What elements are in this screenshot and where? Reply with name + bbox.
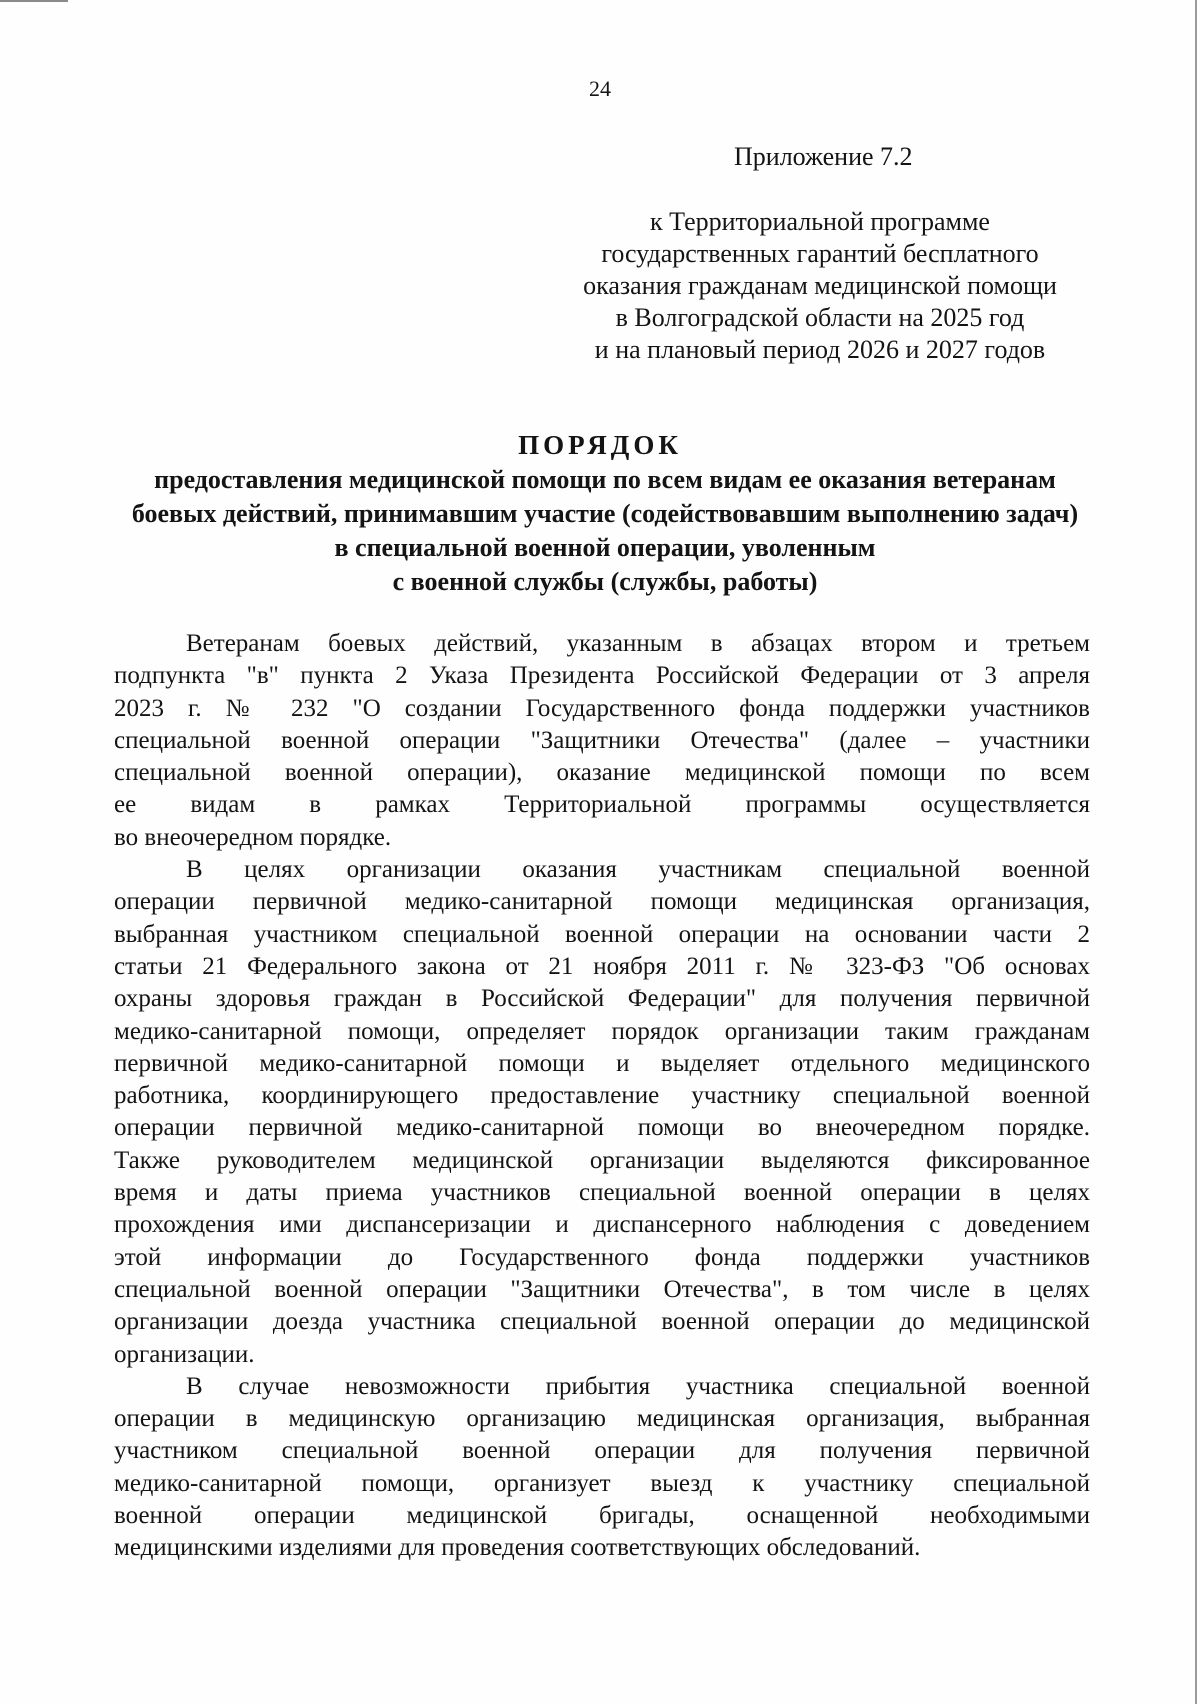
- body-line: медико-санитарной помощи, организует выезд к участнику специальной: [114, 1469, 1090, 1497]
- body-line: В целях организации оказания участникам специальной военной: [186, 856, 1090, 884]
- body-line: время и даты приема участников специальной военной операции в целях: [114, 1179, 1090, 1207]
- body-line: специальной военной операции), оказание медицинской помощи по всем: [114, 759, 1090, 787]
- body-line: этой информации до Государственного фонда поддержки участников: [114, 1243, 1090, 1271]
- body-line: операции первичной медико-санитарной помощи во внеочередном порядке.: [114, 1114, 1090, 1142]
- appendix-line: и на плановый период 2026 и 2027 годов: [594, 335, 1046, 364]
- body-line: организации доезда участника специальной военной операции до медицинской: [114, 1308, 1090, 1336]
- body-line: В случае невозможности прибытия участника специальной военной: [186, 1372, 1090, 1400]
- body-line: работника, координирующего предоставление участнику специальной военной: [114, 1082, 1090, 1110]
- appendix-line: в Волгоградской области на 2025 год: [615, 303, 1025, 332]
- paragraph-home-visit: [114, 1371, 1090, 1565]
- appendix-reference: [540, 206, 1100, 366]
- subtitle-line: с военной службы (службы, работы): [392, 567, 818, 596]
- body-line: военной операции медицинской бригады, оснащенной необходимыми: [114, 1502, 1090, 1530]
- scan-edge-mark: [0, 0, 68, 2]
- body-line: выбранная участником специальной военной операции на основании части 2: [114, 920, 1090, 948]
- scan-right-edge: [1195, 0, 1197, 1704]
- body-line: участником специальной военной операции для получения первичной: [114, 1437, 1090, 1465]
- body-line: операции первичной медико-санитарной помощи медицинская организация,: [114, 888, 1090, 916]
- document-title: ПОРЯДОК: [518, 430, 682, 460]
- body-line: Ветеранам боевых действий, указанным в абзацах втором и третьем: [186, 630, 1090, 657]
- body-line: во внеочередном порядке.: [114, 823, 392, 851]
- body-line: первичной медико-санитарной помощи и выделяет отдельного медицинского: [114, 1049, 1090, 1077]
- appendix-line: государственных гарантий бесплатного: [601, 239, 1039, 268]
- body-line: подпункта "в" пункта 2 Указа Президента Российской Федерации от 3 апреля: [114, 662, 1090, 690]
- body-line: медицинскими изделиями для проведения соответствующих обследований.: [114, 1534, 921, 1562]
- body-line: охраны здоровья граждан в Российской Федерации" для получения первичной: [114, 985, 1090, 1013]
- subtitle-line: боевых действий, принимавшим участие (содействовавшим выполнению задач): [131, 499, 1079, 528]
- appendix-line: к Территориальной программе: [650, 207, 990, 236]
- subtitle-line: предоставления медицинской помощи по всем видам ее оказания ветеранам: [154, 465, 1056, 494]
- body-line: специальной военной операции "Защитники Отечества", в том числе в целях: [114, 1275, 1090, 1303]
- appendix-title: Приложение 7.2: [734, 142, 913, 171]
- document-subtitle: [110, 463, 1100, 599]
- appendix-line: оказания гражданам медицинской помощи: [583, 271, 1057, 300]
- body-line: прохождения ими диспансеризации и диспансерного наблюдения с доведением: [114, 1211, 1090, 1239]
- body-line: ее видам в рамках Территориальной программы осуществляется: [114, 791, 1090, 819]
- paragraph-veterans: [114, 628, 1090, 854]
- subtitle-line: в специальной военной операции, уволенным: [334, 533, 876, 562]
- page-number: 24: [589, 76, 611, 101]
- body-line: медико-санитарной помощи, определяет порядок организации таким гражданам: [114, 1017, 1090, 1045]
- body-line: статьи 21 Федерального закона от 21 ноября 2011 г. № 323-ФЗ "Об основах: [114, 952, 1090, 980]
- body-line: специальной военной операции "Защитники Отечества" (далее – участники: [114, 726, 1090, 754]
- body-line: 2023 г. № 232 "О создании Государственного фонда поддержки участников: [114, 694, 1090, 722]
- paragraph-organization: [114, 854, 1090, 1371]
- body-line: операции в медицинскую организацию медицинская организация, выбранная: [114, 1405, 1090, 1433]
- body-line: организации.: [114, 1340, 255, 1368]
- body-line: Также руководителем медицинской организации выделяются фиксированное: [114, 1146, 1090, 1174]
- document-body: [114, 628, 1090, 1565]
